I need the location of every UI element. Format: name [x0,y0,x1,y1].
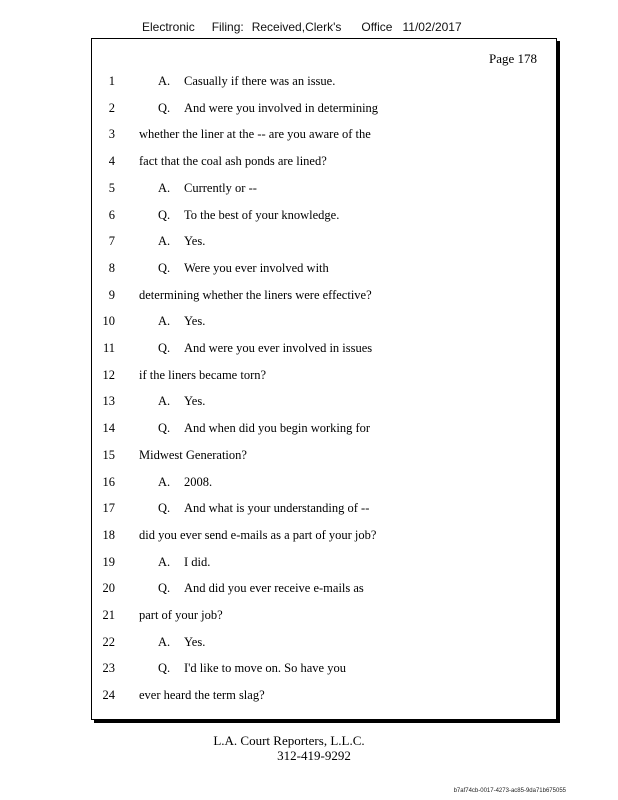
footer [0,733,618,763]
line-number: 9 [108,287,115,302]
transcript-line [92,421,556,441]
speaker-label: Q. [158,260,171,275]
line-text: Currently or -- [184,180,257,195]
line-text: if the liners became torn? [139,367,267,382]
transcript-line [92,555,556,575]
transcript-line [92,635,556,655]
speaker-label: Q. [158,100,171,115]
line-text: Yes. [184,394,206,409]
transcript-line [92,314,556,334]
speaker-label: A. [158,474,171,489]
line-number: 19 [102,554,115,569]
page-number: Page 178 [488,51,537,66]
line-text: Were you ever involved with [184,260,329,275]
transcript-line [92,394,556,414]
line-text: And did you ever receive e-mails as [184,581,364,596]
transcript-line [92,234,556,254]
line-number: 22 [102,634,115,649]
line-text: And what is your understanding of -- [184,501,370,516]
line-number: 17 [102,501,115,516]
speaker-label: A. [158,634,171,649]
stamp-word-filing: Filing: [211,20,244,34]
line-number: 7 [108,234,115,249]
line-text: Yes. [184,314,206,329]
line-number: 2 [108,100,115,115]
transcript-line [92,208,556,228]
line-number: 10 [102,314,115,329]
stamp-word-electronic: Electronic [142,20,195,34]
line-number: 4 [108,154,115,169]
speaker-label: A. [158,180,171,195]
line-number: 23 [102,661,115,676]
reporter-phone: 312-419-9292 [277,748,351,763]
line-text: part of your job? [139,608,223,622]
transcript-line [92,127,556,147]
speaker-label: A. [158,314,171,329]
transcript-line [92,528,556,548]
transcript-page [91,38,557,720]
line-number: 16 [102,474,115,489]
speaker-label: A. [158,234,171,249]
transcript-line [92,261,556,281]
transcript-line [92,74,556,94]
line-number: 1 [108,74,115,88]
speaker-label: Q. [158,501,171,516]
line-number: 20 [102,581,115,596]
line-number: 15 [102,447,115,462]
line-text: determining whether the liners were effective? [139,287,372,302]
line-text: And were you ever involved in issues [184,341,373,355]
transcript-line [92,288,556,308]
line-number: 3 [108,127,115,142]
transcript-line [92,661,556,681]
line-number: 13 [102,394,115,409]
transcript-line [92,475,556,495]
line-text: And when did you begin working for [184,421,371,436]
line-number: 6 [108,207,115,222]
line-text: whether the liner at the -- are you aware of the [139,127,371,142]
line-number: 12 [102,367,115,382]
line-text: I'd like to move on. So have you [184,661,346,676]
line-text: Yes. [184,234,206,249]
line-number: 8 [108,260,115,275]
stamp-word-office: Office [361,20,393,34]
line-text: Yes. [184,634,206,649]
stamp-word-received: Received,Clerk's [251,20,342,34]
speaker-label: A. [158,394,171,409]
speaker-label: Q. [158,581,171,596]
line-text: And were you involved in determining [184,100,379,115]
transcript-line [92,368,556,388]
line-text: fact that the coal ash ponds are lined? [139,154,327,169]
document-id: b7af74cb-0017-4273-ac85-9da71b675055 [453,788,566,794]
line-number: 5 [108,180,115,195]
line-text: Midwest Generation? [139,447,247,462]
transcript-line [92,341,556,361]
line-number: 21 [102,608,115,622]
line-text: 2008. [184,474,213,489]
line-number: 14 [102,421,115,436]
speaker-label: Q. [158,661,171,676]
line-text: Casually if there was an issue. [184,74,336,88]
transcript-line [92,688,556,708]
line-text: I did. [184,554,211,569]
line-number: 11 [102,341,115,355]
filing-stamp [142,20,462,34]
line-text: ever heard the term slag? [139,688,265,703]
transcript-line [92,581,556,601]
line-text: did you ever send e-mails as a part of your job? [139,527,377,542]
speaker-label: Q. [158,421,171,436]
speaker-label: Q. [158,341,171,355]
reporter-company: L.A. Court Reporters, L.L.C. [213,733,365,748]
transcript-line [92,448,556,468]
transcript-line [92,181,556,201]
speaker-label: Q. [158,207,171,222]
speaker-label: A. [158,554,171,569]
transcript-line [92,154,556,174]
stamp-date: 11/02/2017 [402,20,462,34]
line-number: 18 [102,527,115,542]
line-text: To the best of your knowledge. [184,207,340,222]
transcript-line [92,501,556,521]
transcript-line [92,101,556,121]
line-number: 24 [102,688,115,703]
transcript-line [92,608,556,628]
speaker-label: A. [158,74,171,88]
